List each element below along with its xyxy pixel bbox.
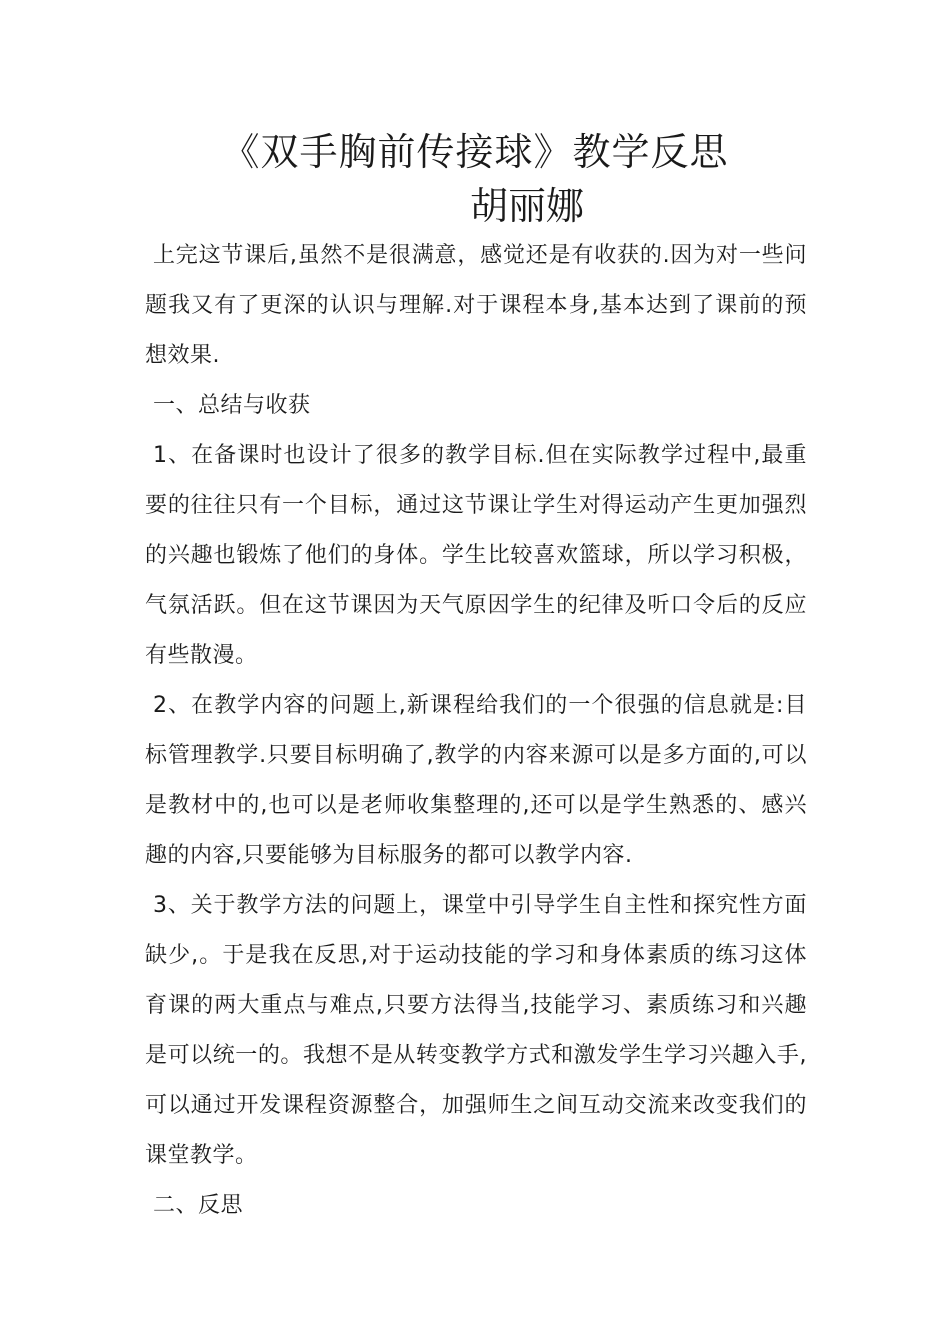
- document-author: 胡丽娜: [470, 184, 585, 228]
- paragraph-point-1: 1、在备课时也设计了很多的教学目标.但在实际教学过程中,最重要的往往只有一个目标，通过这节课让学生对得运动产生更加强烈的兴趣也锻炼了他们的身体。学生比较喜欢篮球，所以学习积极，气氛活跃。但在这节课因为天气原因学生的纪律及听口令后的反应有些散漫。: [145, 443, 807, 668]
- section-heading-summary: 一、总结与收获: [153, 393, 311, 418]
- paragraph-point-2: 2、在教学内容的问题上,新课程给我们的一个很强的信息就是:目标管理教学.只要目标明确了,教学的内容来源可以是多方面的,可以是教材中的,也可以是老师收集整理的,还可以是学生熟悉的、感兴趣的内容,只要能够为目标服务的都可以教学内容.: [145, 693, 807, 868]
- document-body: [145, 231, 807, 1231]
- paragraph-intro: 上完这节课后,虽然不是很满意，感觉还是有收获的.因为对一些问题我又有了更深的认识与理解.对于课程本身,基本达到了课前的预想效果.: [145, 243, 807, 368]
- section-heading-reflection: 二、反思: [153, 1193, 244, 1218]
- paragraph-point-3: 3、关于教学方法的问题上，课堂中引导学生自主性和探究性方面缺少,。于是我在反思,对于运动技能的学习和身体素质的练习这体育课的两大重点与难点,只要方法得当,技能学习、素质练习和兴趣是可以统一的。我想不是从转变教学方式和激发学生学习兴趣入手,可以通过开发课程资源整合，加强师生之间互动交流来改变我们的课堂教学。: [145, 893, 807, 1168]
- document-title: 《双手胸前传接球》教学反思: [221, 130, 729, 174]
